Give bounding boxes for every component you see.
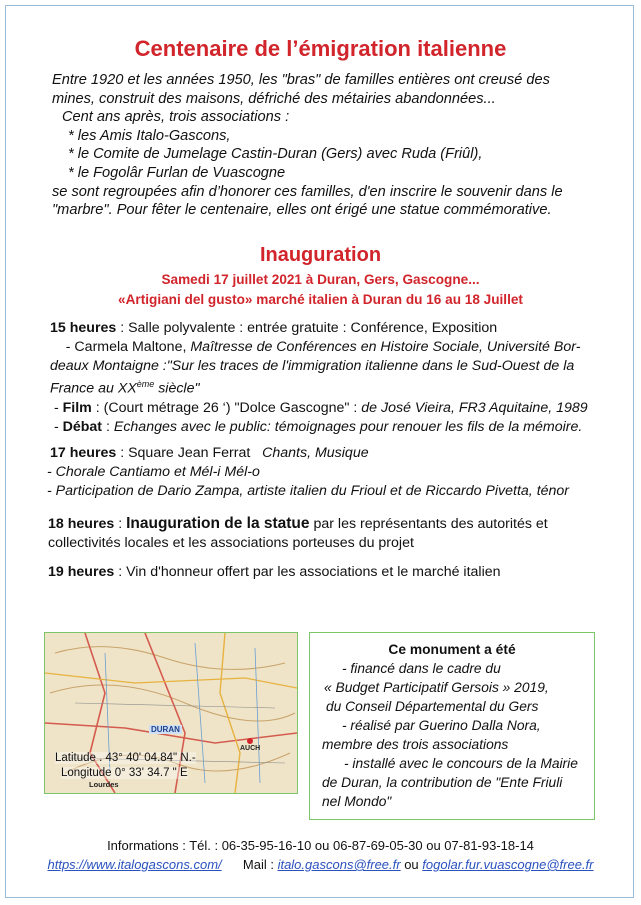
superscript: ème xyxy=(136,379,155,390)
monument-line: - réalisé par Guerino Dalla Nora, xyxy=(342,718,541,733)
time-label: 18 heures xyxy=(48,516,115,532)
lourdes-label: Lourdes xyxy=(89,780,119,789)
intro-paragraph xyxy=(52,71,612,220)
monument-line: du Conseil Départemental du Gers xyxy=(326,699,539,714)
talk-title: deaux Montaigne :"Sur les traces de l'immigration italienne dans le Sud-Ouest de la xyxy=(50,357,575,374)
intro-line: Cent ans après, trois associations : xyxy=(62,109,290,126)
dash: - xyxy=(50,418,63,435)
monument-line: « Budget Participatif Gersois » 2019, xyxy=(324,680,549,695)
intro-bullet: * les Amis Italo-Gascons, xyxy=(68,127,231,144)
time-label: 17 heures xyxy=(50,445,117,461)
or-text: ou xyxy=(400,857,423,872)
monument-line: de Duran, la contribution de "Ente Friuli xyxy=(322,775,563,790)
event-text: : Square Jean Ferrat xyxy=(116,445,263,461)
longitude-label: Longitude 0° 33' 34.7 " E xyxy=(61,767,188,779)
dash: - xyxy=(50,399,63,416)
city-label: AUCH xyxy=(240,745,261,752)
monument-line: - financé dans le cadre du xyxy=(342,661,501,676)
talk-title-end: siècle" xyxy=(154,381,200,398)
speaker-title: Maîtresse de Conférences en Histoire Sociale, Université Bor- xyxy=(190,338,581,355)
choir-line: - Chorale Cantiamo et Mél-i Mél-o xyxy=(47,463,260,480)
monument-line: membre des trois associations xyxy=(322,737,509,752)
sep: : xyxy=(114,516,127,532)
schedule-18h xyxy=(48,515,618,553)
footer-phones: Informations : Tél. : 06-35-95-16-10 ou 06-87-69-05-30 ou 07-81-93-18-14 xyxy=(107,838,534,853)
monument-line: nel Mondo" xyxy=(322,794,392,809)
debat-sep: : xyxy=(102,418,114,435)
event-text: par les représentants des autorités et xyxy=(309,516,548,532)
intro-line: "marbre". Pour fêter le centenaire, elles ont érigé une statue commémorative. xyxy=(52,202,552,219)
inauguration-date: Samedi 17 juillet 2021 à Duran, Gers, Gascogne... xyxy=(161,272,480,287)
debat-text: Echanges avec le public: témoignages pour renouer les fils de la mémoire. xyxy=(113,418,583,435)
page-title: Centenaire de l’émigration italienne xyxy=(134,36,507,61)
monument-heading: Ce monument a été xyxy=(388,642,516,657)
location-map xyxy=(44,632,298,794)
schedule-17h xyxy=(47,444,617,500)
event-text-italic: Chants, Musique xyxy=(262,445,369,461)
mail-label: Mail : xyxy=(242,857,278,872)
intro-line: Entre 1920 et les années 1950, les "bras" de familles entières ont creusé des xyxy=(52,72,550,88)
latitude-label: Latitude . 43° 40' 04.84" N.- xyxy=(55,752,196,764)
intro-bullet: * le Comite de Jumelage Castin-Duran (Gers) avec Ruda (Friûl), xyxy=(68,146,483,163)
debat-label: Débat xyxy=(62,418,103,435)
event-text: collectivités locales et les associations porteuses du projet xyxy=(48,534,414,551)
website-link[interactable]: https://www.italogascons.com/ xyxy=(47,857,222,872)
film-text: : (Court métrage 26 ‘) "Dolce Gascogne" : xyxy=(91,399,362,416)
inauguration-heading: Inauguration xyxy=(259,244,382,266)
time-label: 19 heures xyxy=(48,564,115,580)
footer-contacts xyxy=(0,857,641,872)
statue-inauguration: Inauguration de la statue xyxy=(126,515,310,532)
participation-line: - Participation de Dario Zampa, artiste italien du Frioul et de Riccardo Pivetta, ténor xyxy=(47,482,570,499)
event-text: : Vin d'honneur offert par les associations et le marché italien xyxy=(114,564,501,580)
intro-line: mines, construit des maisons, défriché des métairies abandonnées... xyxy=(52,90,496,107)
film-label: Film xyxy=(62,399,92,416)
monument-line: - installé avec le concours de la Mairie xyxy=(344,756,578,771)
schedule-15h xyxy=(50,319,620,437)
schedule-19h xyxy=(48,563,618,582)
market-line: «Artigiani del gusto» marché italien à Duran du 16 au 18 Juillet xyxy=(118,292,523,307)
intro-bullet: * le Fogolâr Furlan de Vuascogne xyxy=(68,164,286,181)
time-label: 15 heures xyxy=(50,320,117,336)
talk-title-end: France au XX xyxy=(50,381,137,398)
event-text: : Salle polyvalente : entrée gratuite : Conférence, Exposition xyxy=(116,320,498,336)
intro-line: se sont regroupées afin d’honorer ces familles, d'en inscrire le souvenir dans le xyxy=(52,183,563,200)
email-link-italo[interactable]: italo.gascons@free.fr xyxy=(277,857,401,872)
film-credit: de José Vieira, FR3 Aquitaine, 1989 xyxy=(361,399,588,416)
email-link-fogolar[interactable]: fogolar.fur.vuascogne@free.fr xyxy=(422,857,594,872)
monument-info-box xyxy=(309,632,595,820)
speaker-name: - Carmela Maltone, xyxy=(50,338,191,355)
town-label: DURAN xyxy=(151,725,180,734)
